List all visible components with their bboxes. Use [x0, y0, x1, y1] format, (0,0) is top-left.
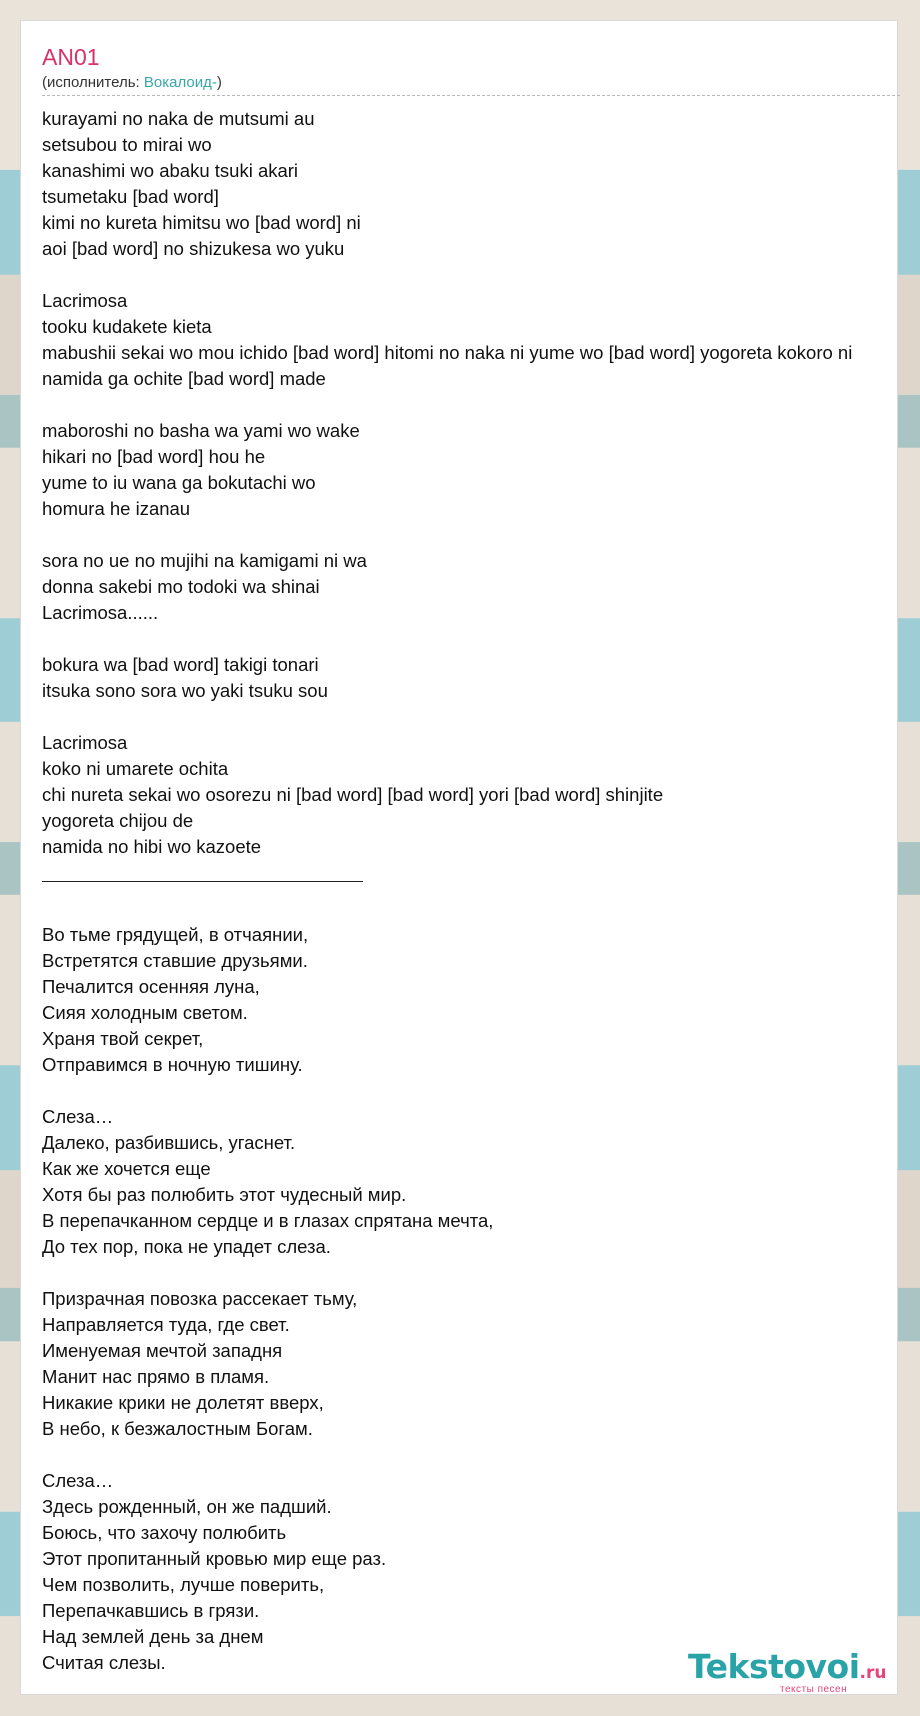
- lyric-line: Встретятся ставшие друзьями.: [42, 950, 308, 971]
- lyric-line: Слеза…: [42, 1106, 114, 1127]
- lyric-line: Хотя бы раз полюбить этот чудесный мир.: [42, 1184, 407, 1205]
- lyric-line: До тех пор, пока не упадет слеза.: [42, 1236, 331, 1257]
- lyric-line: mabushii sekai wo mou ichido [bad word] hitomi no naka ni yume wo [bad word] yogoreta kokoro ni: [42, 342, 853, 363]
- lyric-line: Перепачкавшись в грязи.: [42, 1600, 260, 1621]
- lyric-line: Никакие крики не долетят вверх,: [42, 1392, 324, 1413]
- lyrics-card: [20, 20, 898, 1695]
- lyric-line: sora no ue no mujihi na kamigami ni wa: [42, 550, 367, 571]
- logo-tld: .ru: [859, 1663, 887, 1683]
- lyric-line: Далеко, разбившись, угаснет.: [42, 1132, 296, 1153]
- lyric-line: Здесь рожденный, он же падший.: [42, 1496, 332, 1517]
- lyric-line: Направляется туда, где свет.: [42, 1314, 290, 1335]
- lyric-line: В небо, к безжалостным Богам.: [42, 1418, 313, 1439]
- lyric-line: Храня твой секрет,: [42, 1028, 204, 1049]
- lyric-line: namida no hibi wo kazoete: [42, 836, 262, 857]
- lyric-line: kimi no kureta himitsu wo [bad word] ni: [42, 212, 361, 233]
- stanza-gap: [42, 626, 920, 652]
- lyric-line: Печалится осенняя луна,: [42, 976, 260, 997]
- lyric-line: Призрачная повозка рассекает тьму,: [42, 1288, 358, 1309]
- lyric-line: В перепачканном сердце и в глазах спрятана мечта,: [42, 1210, 494, 1231]
- stanza-gap: [42, 1442, 882, 1468]
- lyric-line: Как же хочется еще: [42, 1158, 211, 1179]
- lyric-line: hikari no [bad word] hou he: [42, 446, 266, 467]
- lyric-line: kurayami no naka de mutsumi au: [42, 108, 315, 129]
- lyric-line: Lacrimosa......: [42, 602, 159, 623]
- artist-suffix: ): [216, 74, 222, 91]
- lyric-line: tooku kudakete kieta: [42, 316, 212, 337]
- lyric-line: Отправимся в ночную тишину.: [42, 1054, 303, 1075]
- lyric-line: Во тьме грядущей, в отчаянии,: [42, 924, 309, 945]
- lyric-line: homura he izanau: [42, 498, 191, 519]
- lyric-line: Этот пропитанный кровью мир еще раз.: [42, 1548, 387, 1569]
- artist-prefix: (исполнитель:: [42, 74, 144, 91]
- lyric-line: chi nureta sekai wo osorezu ni [bad word] [bad word] yori [bad word] shinjite: [42, 784, 664, 805]
- lyric-line: setsubou to mirai wo: [42, 134, 212, 155]
- stanza-gap: [42, 1078, 882, 1104]
- lyric-line: Слеза…: [42, 1470, 114, 1491]
- stanza-gap: [42, 392, 920, 418]
- artist-link[interactable]: Вокалоид-: [143, 74, 217, 91]
- lyric-line: tsumetaku [bad word]: [42, 186, 219, 207]
- lyric-line: maboroshi no basha wa yami wo wake: [42, 420, 360, 441]
- logo-main-text: Tekstovoi: [688, 1647, 860, 1686]
- lyric-line: Считая слезы.: [42, 1652, 166, 1673]
- artist-line: [42, 74, 222, 92]
- lyric-line: bokura wa [bad word] takigi tonari: [42, 654, 319, 675]
- lyric-line: koko ni umarete ochita: [42, 758, 229, 779]
- lyric-line: Lacrimosa: [42, 732, 128, 753]
- lyric-line: Lacrimosa: [42, 290, 128, 311]
- lyric-line: donna sakebi mo todoki wa shinai: [42, 576, 320, 597]
- logo-subtitle: тексты песен: [780, 1684, 848, 1695]
- stanza-gap: [42, 1260, 882, 1286]
- lyrics-original: [42, 106, 920, 860]
- lyric-line: Чем позволить, лучше поверить,: [42, 1574, 325, 1595]
- lyric-line: aoi [bad word] no shizukesa wo yuku: [42, 238, 345, 259]
- lyric-line: kanashimi wo abaku tsuki akari: [42, 160, 299, 181]
- lyric-line: yogoreta chijou de: [42, 810, 194, 831]
- site-logo[interactable]: [688, 1649, 900, 1699]
- lyric-line: Боюсь, что захочу полюбить: [42, 1522, 287, 1543]
- header-divider: [42, 95, 900, 96]
- lyric-line: Сияя холодным светом.: [42, 1002, 248, 1023]
- lyrics-translation: [42, 922, 882, 1676]
- lyric-line: yume to iu wana ga bokutachi wo: [42, 472, 316, 493]
- stanza-gap: [42, 262, 920, 288]
- lyric-line: itsuka sono sora wo yaki tsuku sou: [42, 680, 328, 701]
- lyric-line: namida ga ochite [bad word] made: [42, 368, 326, 389]
- stanza-gap: [42, 522, 920, 548]
- lyric-line: Именуемая мечтой западня: [42, 1340, 283, 1361]
- lyric-line: Манит нас прямо в пламя.: [42, 1366, 270, 1387]
- stanza-gap: [42, 704, 920, 730]
- lyric-line: Над землей день за днем: [42, 1626, 264, 1647]
- section-divider: [42, 881, 363, 882]
- song-title: AN01: [42, 44, 100, 70]
